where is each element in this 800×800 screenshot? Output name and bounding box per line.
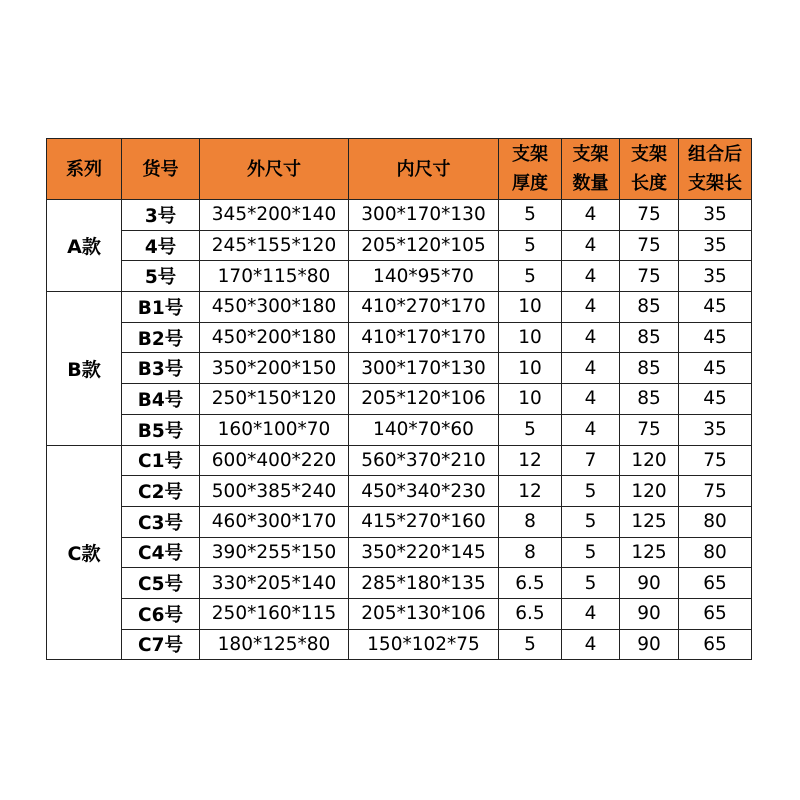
length-cell: 85: [620, 353, 679, 384]
table-body: [47, 200, 752, 660]
header-row: [47, 139, 752, 200]
thickness-cell: 10: [499, 322, 562, 353]
combined-length-cell: 35: [679, 230, 752, 261]
inner-size-cell: 415*270*160: [349, 506, 499, 537]
header-inner-size: 内尺寸: [349, 139, 499, 200]
inner-size-cell: 300*170*130: [349, 200, 499, 231]
length-cell: 90: [620, 629, 679, 660]
combined-length-cell: 35: [679, 261, 752, 292]
outer-size-cell: 350*200*150: [200, 353, 349, 384]
length-cell: 85: [620, 292, 679, 323]
qty-cell: 5: [562, 506, 620, 537]
thickness-cell: 5: [499, 629, 562, 660]
header-code: 货号: [122, 139, 200, 200]
outer-size-cell: 250*150*120: [200, 384, 349, 415]
outer-size-cell: 180*125*80: [200, 629, 349, 660]
thickness-cell: 6.5: [499, 568, 562, 599]
outer-size-cell: 460*300*170: [200, 506, 349, 537]
length-cell: 90: [620, 598, 679, 629]
header-length: [620, 139, 679, 200]
header-combined-line1: 组合后: [688, 144, 742, 165]
code-cell: B2号: [122, 322, 200, 353]
combined-length-cell: 45: [679, 353, 752, 384]
qty-cell: 4: [562, 414, 620, 445]
inner-size-cell: 560*370*210: [349, 445, 499, 476]
header-thickness-line1: 支架: [512, 144, 548, 165]
code-cell: C7号: [122, 629, 200, 660]
qty-cell: 4: [562, 322, 620, 353]
outer-size-cell: 450*300*180: [200, 292, 349, 323]
outer-size-cell: 600*400*220: [200, 445, 349, 476]
outer-size-cell: 250*160*115: [200, 598, 349, 629]
qty-cell: 5: [562, 568, 620, 599]
qty-cell: 4: [562, 384, 620, 415]
code-cell: C4号: [122, 537, 200, 568]
inner-size-cell: 205*130*106: [349, 598, 499, 629]
code-cell: C1号: [122, 445, 200, 476]
qty-cell: 4: [562, 598, 620, 629]
length-cell: 85: [620, 322, 679, 353]
code-cell: C3号: [122, 506, 200, 537]
inner-size-cell: 285*180*135: [349, 568, 499, 599]
inner-size-cell: 410*270*170: [349, 292, 499, 323]
code-cell: 3号: [122, 200, 200, 231]
length-cell: 120: [620, 445, 679, 476]
table-row: [47, 476, 752, 507]
qty-cell: 5: [562, 537, 620, 568]
length-cell: 125: [620, 506, 679, 537]
qty-cell: 5: [562, 476, 620, 507]
thickness-cell: 10: [499, 384, 562, 415]
qty-cell: 4: [562, 353, 620, 384]
table-header: [47, 139, 752, 200]
combined-length-cell: 35: [679, 414, 752, 445]
thickness-cell: 5: [499, 200, 562, 231]
combined-length-cell: 65: [679, 598, 752, 629]
header-qty-line2: 数量: [572, 173, 609, 194]
combined-length-cell: 75: [679, 476, 752, 507]
code-cell: C6号: [122, 598, 200, 629]
series-cell: C款: [47, 445, 122, 660]
header-thickness-line2: 厚度: [512, 173, 548, 194]
table-row: [47, 629, 752, 660]
table-row: [47, 445, 752, 476]
combined-length-cell: 35: [679, 200, 752, 231]
table-row: [47, 568, 752, 599]
header-length-line2: 长度: [631, 173, 667, 194]
table-row: [47, 200, 752, 231]
table-row: [47, 537, 752, 568]
inner-size-cell: 410*170*170: [349, 322, 499, 353]
combined-length-cell: 45: [679, 322, 752, 353]
header-combined-line2: 支架长: [688, 173, 742, 194]
inner-size-cell: 140*70*60: [349, 414, 499, 445]
qty-cell: 4: [562, 230, 620, 261]
outer-size-cell: 330*205*140: [200, 568, 349, 599]
combined-length-cell: 45: [679, 292, 752, 323]
outer-size-cell: 500*385*240: [200, 476, 349, 507]
inner-size-cell: 205*120*105: [349, 230, 499, 261]
thickness-cell: 5: [499, 414, 562, 445]
header-qty-line1: 支架: [572, 144, 609, 165]
thickness-cell: 6.5: [499, 598, 562, 629]
header-outer-size: 外尺寸: [200, 139, 349, 200]
thickness-cell: 10: [499, 292, 562, 323]
outer-size-cell: 245*155*120: [200, 230, 349, 261]
outer-size-cell: 450*200*180: [200, 322, 349, 353]
code-cell: C2号: [122, 476, 200, 507]
header-qty: [562, 139, 620, 200]
table-row: [47, 292, 752, 323]
qty-cell: 4: [562, 292, 620, 323]
inner-size-cell: 350*220*145: [349, 537, 499, 568]
combined-length-cell: 80: [679, 537, 752, 568]
table-row: [47, 322, 752, 353]
table-row: [47, 414, 752, 445]
length-cell: 120: [620, 476, 679, 507]
table-row: [47, 506, 752, 537]
thickness-cell: 12: [499, 445, 562, 476]
length-cell: 90: [620, 568, 679, 599]
inner-size-cell: 450*340*230: [349, 476, 499, 507]
table-row: [47, 230, 752, 261]
combined-length-cell: 45: [679, 384, 752, 415]
code-cell: B4号: [122, 384, 200, 415]
code-cell: B1号: [122, 292, 200, 323]
outer-size-cell: 160*100*70: [200, 414, 349, 445]
qty-cell: 7: [562, 445, 620, 476]
table-row: [47, 353, 752, 384]
spec-table: [46, 138, 752, 660]
code-cell: 4号: [122, 230, 200, 261]
combined-length-cell: 75: [679, 445, 752, 476]
code-cell: B5号: [122, 414, 200, 445]
thickness-cell: 8: [499, 537, 562, 568]
header-length-line1: 支架: [631, 144, 667, 165]
combined-length-cell: 80: [679, 506, 752, 537]
length-cell: 85: [620, 384, 679, 415]
header-thickness: [499, 139, 562, 200]
table-row: [47, 261, 752, 292]
length-cell: 75: [620, 261, 679, 292]
inner-size-cell: 205*120*106: [349, 384, 499, 415]
inner-size-cell: 140*95*70: [349, 261, 499, 292]
thickness-cell: 8: [499, 506, 562, 537]
code-cell: C5号: [122, 568, 200, 599]
header-series: 系列: [47, 139, 122, 200]
series-cell: A款: [47, 200, 122, 292]
header-combined: [679, 139, 752, 200]
qty-cell: 4: [562, 629, 620, 660]
code-cell: 5号: [122, 261, 200, 292]
length-cell: 125: [620, 537, 679, 568]
outer-size-cell: 345*200*140: [200, 200, 349, 231]
table-row: [47, 598, 752, 629]
qty-cell: 4: [562, 261, 620, 292]
qty-cell: 4: [562, 200, 620, 231]
thickness-cell: 12: [499, 476, 562, 507]
inner-size-cell: 150*102*75: [349, 629, 499, 660]
outer-size-cell: 390*255*150: [200, 537, 349, 568]
thickness-cell: 5: [499, 230, 562, 261]
length-cell: 75: [620, 230, 679, 261]
outer-size-cell: 170*115*80: [200, 261, 349, 292]
combined-length-cell: 65: [679, 629, 752, 660]
inner-size-cell: 300*170*130: [349, 353, 499, 384]
length-cell: 75: [620, 414, 679, 445]
code-cell: B3号: [122, 353, 200, 384]
thickness-cell: 10: [499, 353, 562, 384]
thickness-cell: 5: [499, 261, 562, 292]
combined-length-cell: 65: [679, 568, 752, 599]
table-row: [47, 384, 752, 415]
length-cell: 75: [620, 200, 679, 231]
series-cell: B款: [47, 292, 122, 445]
